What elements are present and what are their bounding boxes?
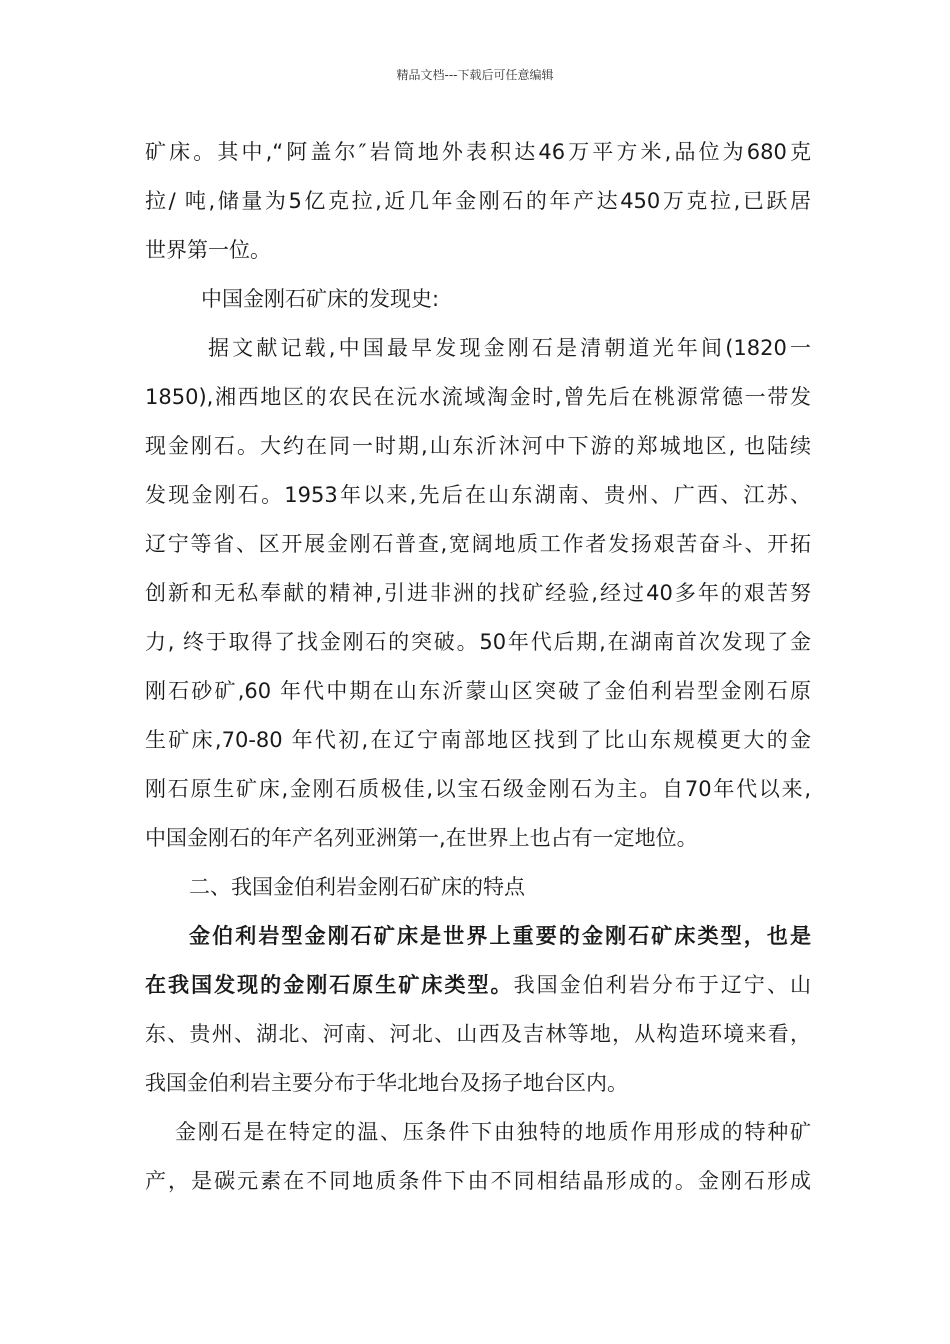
paragraph-2-line-11: 中国金刚石的年产名列亚洲第一,在世界上也占有一定地位。	[145, 826, 698, 850]
section-heading-discovery-history: 中国金刚石矿床的发现史:	[201, 287, 440, 311]
paragraph-3-line-3: 东、贵州、湖北、河南、河北、山西及吉林等地，从构造环境来看，	[145, 1022, 811, 1046]
page-header: 精品文档---下载后可任意编辑	[396, 68, 554, 82]
paragraph-2-line-1: 据文献记载,中国最早发现金刚石是清朝道光年间(1820一	[208, 336, 811, 360]
paragraph-3-line-4: 我国金伯利岩主要分布于华北地台及扬子地台区内。	[145, 1071, 628, 1095]
paragraph-4-line-2: 产，是碳元素在不同地质条件下由不同相结晶形成的。金刚石形成	[145, 1169, 811, 1193]
paragraph-1-line-1: 矿床。其中,“阿盖尔″岩筒地外表积达46万平方米,品位为680克	[145, 140, 811, 164]
paragraph-2-line-3: 现金刚石。大约在同一时期,山东沂沐河中下游的郑城地区, 也陆续	[145, 434, 811, 458]
paragraph-2-line-6: 创新和无私奉献的精神,引进非洲的找矿经验,经过40多年的艰苦努	[145, 581, 811, 605]
paragraph-2-line-10: 刚石原生矿床,金刚石质极佳,以宝石级金刚石为主。自70年代以来,	[145, 777, 811, 801]
paragraph-2-line-8: 刚石砂矿,60 年代中期在山东沂蒙山区突破了金伯利岩型金刚石原	[145, 679, 811, 703]
document-body	[145, 128, 811, 1206]
paragraph-2-line-9: 生矿床,70-80 年代初,在辽宁南部地区找到了比山东规模更大的金	[145, 728, 811, 752]
paragraph-2-line-7: 力, 终于取得了找金刚石的突破。50年代后期,在湖南首次发现了金	[145, 630, 811, 654]
paragraph-4-line-1: 金刚石是在特定的温、压条件下由独特的地质作用形成的特种矿	[175, 1120, 811, 1144]
paragraph-2-line-4: 发现金刚石。1953年以来,先后在山东湖南、贵州、广西、江苏、	[145, 483, 811, 507]
paragraph-2-line-5: 辽宁等省、区开展金刚石普查,宽阔地质工作者发扬艰苦奋斗、开拓	[145, 532, 811, 556]
paragraph-3-line-2-bold: 在我国发现的金刚石原生矿床类型。	[145, 973, 514, 997]
paragraph-2-line-2: 1850),湘西地区的农民在沅水流域淘金时,曾先后在桃源常德一带发	[145, 385, 811, 409]
section-heading-kimberlite-features: 二、我国金伯利岩金刚石矿床的特点	[189, 875, 525, 899]
paragraph-1-line-2: 拉/ 吨,储量为5亿克拉,近几年金刚石的年产达450万克拉,已跃居	[145, 189, 811, 213]
paragraph-1-line-3: 世界第一位。	[145, 238, 271, 262]
paragraph-3-line-2	[145, 961, 811, 1010]
paragraph-3-line-2-rest: 我国金伯利岩分布于辽宁、山	[513, 973, 811, 997]
paragraph-3-line-1: 金伯利岩型金刚石矿床是世界上重要的金刚石矿床类型，也是	[189, 924, 811, 948]
